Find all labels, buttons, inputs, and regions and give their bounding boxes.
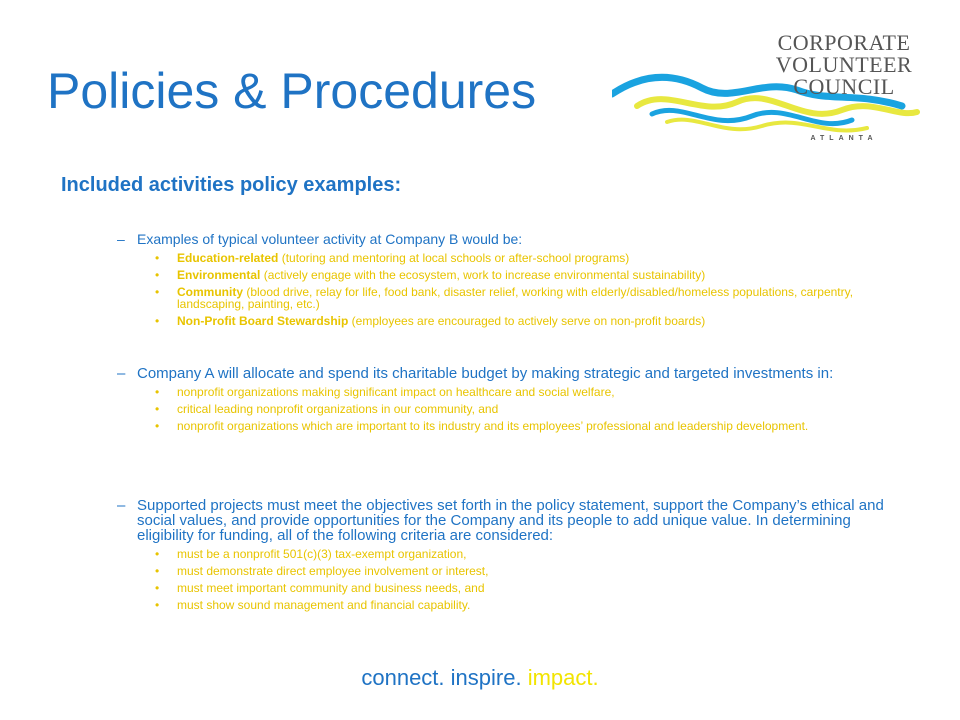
list-item [117, 269, 897, 281]
bullet-text: critical leading nonprofit organizations in our community, and [177, 402, 499, 416]
list-item [117, 386, 897, 398]
list-item [117, 599, 897, 611]
tagline-impact: impact. [527, 665, 599, 690]
bullet-bold-text: Education-related [177, 251, 279, 265]
list-item [117, 548, 897, 560]
bullet-list [117, 252, 897, 327]
list-item [117, 286, 897, 310]
section-supported-projects [117, 498, 897, 611]
bullet-marker: • [155, 419, 160, 433]
bullet-text: must meet important community and business needs, and [177, 581, 485, 595]
section-lead [117, 366, 897, 381]
bullet-bold-text: Community [177, 285, 243, 299]
bullet-list [117, 548, 897, 611]
logo-line-3: COUNCIL [793, 74, 895, 99]
bullet-text: must be a nonprofit 501(c)(3) tax-exempt organization, [177, 547, 467, 561]
tagline-connect: connect. [361, 665, 445, 690]
lead-text: Supported projects must meet the objectives set forth in the policy statement, support the Company’s ethical and social values, and provide opportunities for the Company and its people to add unique value. In determining eligibility for funding, all of the following criteria are considered: [137, 497, 884, 544]
bullet-marker: • [155, 314, 160, 328]
section-heading: Included activities policy examples: [61, 174, 402, 196]
list-item [117, 565, 897, 577]
bullet-text: must show sound management and financial capability. [177, 598, 471, 612]
lead-text: Company A will allocate and spend its charitable budget by making strategic and targeted investments in: [137, 365, 834, 382]
list-item [117, 315, 897, 327]
bullet-text: (tutoring and mentoring at local schools or after-school programs) [278, 251, 630, 265]
logo-subtitle: ATLANTA [810, 135, 878, 142]
tagline-inspire: inspire. [450, 665, 522, 690]
bullet-marker: • [155, 285, 160, 299]
bullet-text: nonprofit organizations which are important to its industry and its employees’ professional and leadership development. [177, 419, 809, 433]
section-volunteer-activity [117, 232, 897, 327]
page-title: Policies & Procedures [47, 63, 537, 119]
logo-line-2: VOLUNTEER [775, 52, 913, 77]
bullet-marker: • [155, 581, 160, 595]
section-lead [117, 232, 897, 247]
bullet-marker: • [155, 564, 160, 578]
bullet-text: (actively engage with the ecosystem, work to increase environmental sustainability) [260, 268, 706, 282]
bullet-bold-text: Environmental [177, 268, 261, 282]
list-item [117, 252, 897, 264]
bullet-marker: • [155, 385, 160, 399]
list-item [117, 420, 897, 432]
bullet-text: (blood drive, relay for life, food bank, disaster relief, working with elderly/disabled/homeless populations, carpentry, landscaping, painting, etc.) [177, 285, 854, 311]
logo-text [764, 32, 924, 98]
lead-text: Examples of typical volunteer activity at Company B would be: [137, 231, 523, 247]
section-lead [117, 498, 897, 543]
logo-line-1: CORPORATE [777, 30, 911, 55]
section-charitable-budget [117, 366, 897, 432]
bullet-text: nonprofit organizations making significant impact on healthcare and social welfare, [177, 385, 615, 399]
bullet-text: must demonstrate direct employee involvement or interest, [177, 564, 489, 578]
corporate-volunteer-council-logo [612, 22, 934, 154]
bullet-marker: • [155, 547, 160, 561]
dash-marker: – [117, 231, 125, 247]
bullet-marker: • [155, 598, 160, 612]
dash-marker: – [117, 365, 126, 382]
bullet-text: (employees are encouraged to actively serve on non-profit boards) [348, 314, 706, 328]
bullet-marker: • [155, 251, 160, 265]
bullet-bold-text: Non-Profit Board Stewardship [177, 314, 349, 328]
bullet-list [117, 386, 897, 432]
bullet-marker: • [155, 402, 160, 416]
bullet-marker: • [155, 268, 160, 282]
footer-tagline [0, 665, 960, 691]
list-item [117, 582, 897, 594]
list-item [117, 403, 897, 415]
dash-marker: – [117, 497, 126, 514]
